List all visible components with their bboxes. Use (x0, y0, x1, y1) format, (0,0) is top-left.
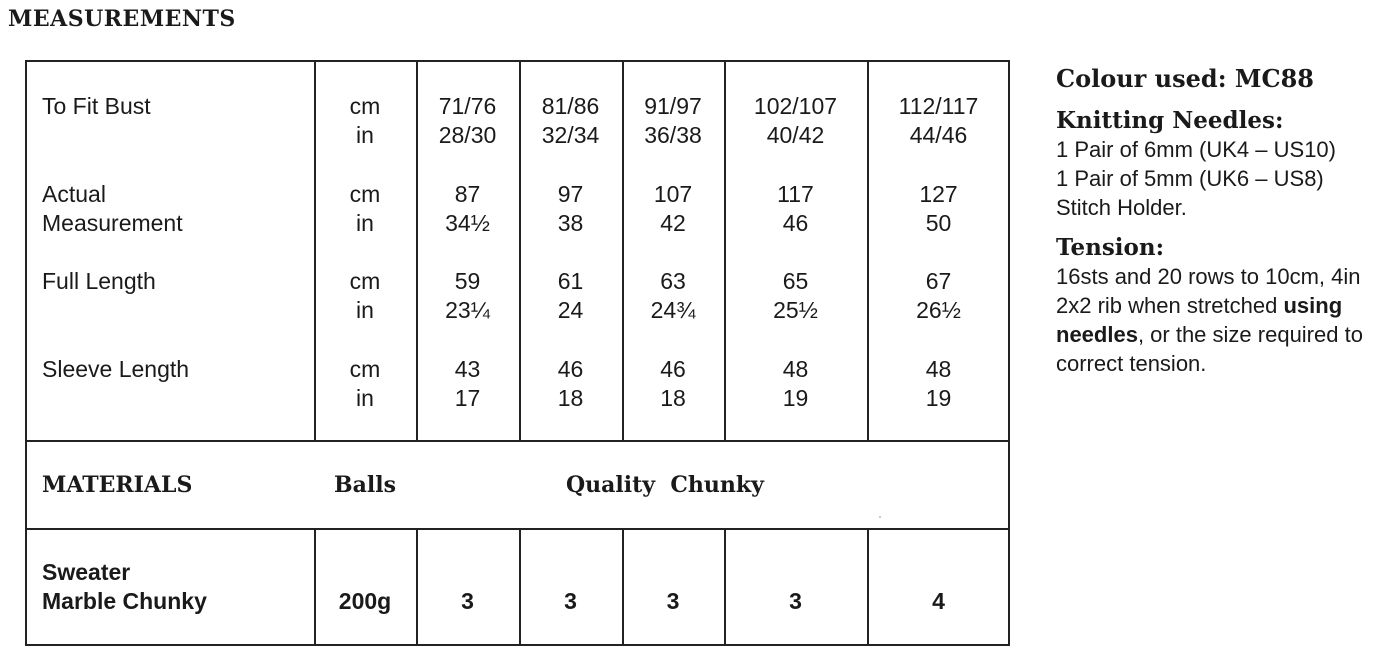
ball-quantity: 3 (564, 588, 577, 614)
page-title: MEASUREMENTS (8, 6, 236, 32)
size-value: 48 19 (782, 356, 809, 411)
balls-heading: Balls (334, 472, 396, 498)
measurements-table (25, 60, 1010, 646)
ball-quantity: 3 (461, 588, 474, 614)
size-value: 48 19 (925, 356, 952, 411)
scan-speck (879, 516, 881, 518)
size-value: 97 38 (557, 181, 584, 236)
pattern-info-panel (1056, 65, 1400, 378)
colour-used: Colour used: MC88 (1056, 64, 1314, 93)
needle-item: 1 Pair of 6mm (UK4 – US10) (1056, 137, 1336, 162)
size-value: 81/86 32/34 (541, 93, 600, 148)
size-value: 107 42 (653, 181, 693, 236)
ball-quantity: 4 (932, 588, 945, 614)
size-value: 102/107 40/42 (753, 93, 838, 148)
size-value: 43 17 (454, 356, 481, 411)
size-value: 91/97 36/38 (644, 93, 702, 148)
size-value: 65 25½ (773, 268, 818, 323)
ball-quantity: 3 (666, 588, 680, 614)
needle-item: Stitch Holder. (1056, 195, 1187, 220)
size-value: 46 18 (557, 356, 584, 411)
divider (27, 528, 1008, 530)
tension-text: 2x2 rib when stretched using (1056, 293, 1343, 318)
needles-heading: Knitting Needles: (1056, 107, 1284, 134)
size-value: 112/117 44/46 (898, 93, 979, 148)
size-value: 117 46 (777, 181, 814, 236)
unit-cell: cm in (349, 356, 381, 411)
tension-text: needles, or the size required to (1056, 322, 1363, 347)
unit-cell: cm in (349, 268, 381, 323)
tension-text: correct tension. (1056, 351, 1207, 376)
ball-quantity: 3 (789, 588, 802, 614)
row-label: To Fit Bust (42, 93, 151, 119)
materials-heading: MATERIALS (42, 472, 193, 498)
tension-text: 16sts and 20 rows to 10cm, 4in (1056, 264, 1361, 289)
size-value: 67 26½ (916, 268, 961, 323)
row-label: Actual Measurement (42, 181, 183, 236)
divider (27, 440, 1008, 442)
row-label: Sleeve Length (42, 356, 190, 382)
size-value: 127 50 (919, 181, 958, 236)
quality-heading: Quality Chunky (566, 472, 764, 498)
unit-cell: cm in (349, 93, 381, 148)
size-value: 46 18 (660, 356, 686, 411)
tension-heading: Tension: (1056, 234, 1165, 261)
row-label: Full Length (42, 268, 156, 294)
size-value: 59 23¼ (445, 268, 490, 323)
needle-item: 1 Pair of 5mm (UK6 – US8) (1056, 166, 1324, 191)
ball-weight: 200g (338, 588, 392, 614)
size-value: 61 24 (557, 268, 584, 323)
size-value: 63 24¾ (650, 268, 696, 323)
size-value: 71/76 28/30 (438, 93, 497, 148)
material-item: Sweater Marble Chunky (42, 559, 207, 614)
size-value: 87 34½ (445, 181, 490, 236)
unit-cell: cm in (349, 181, 381, 236)
